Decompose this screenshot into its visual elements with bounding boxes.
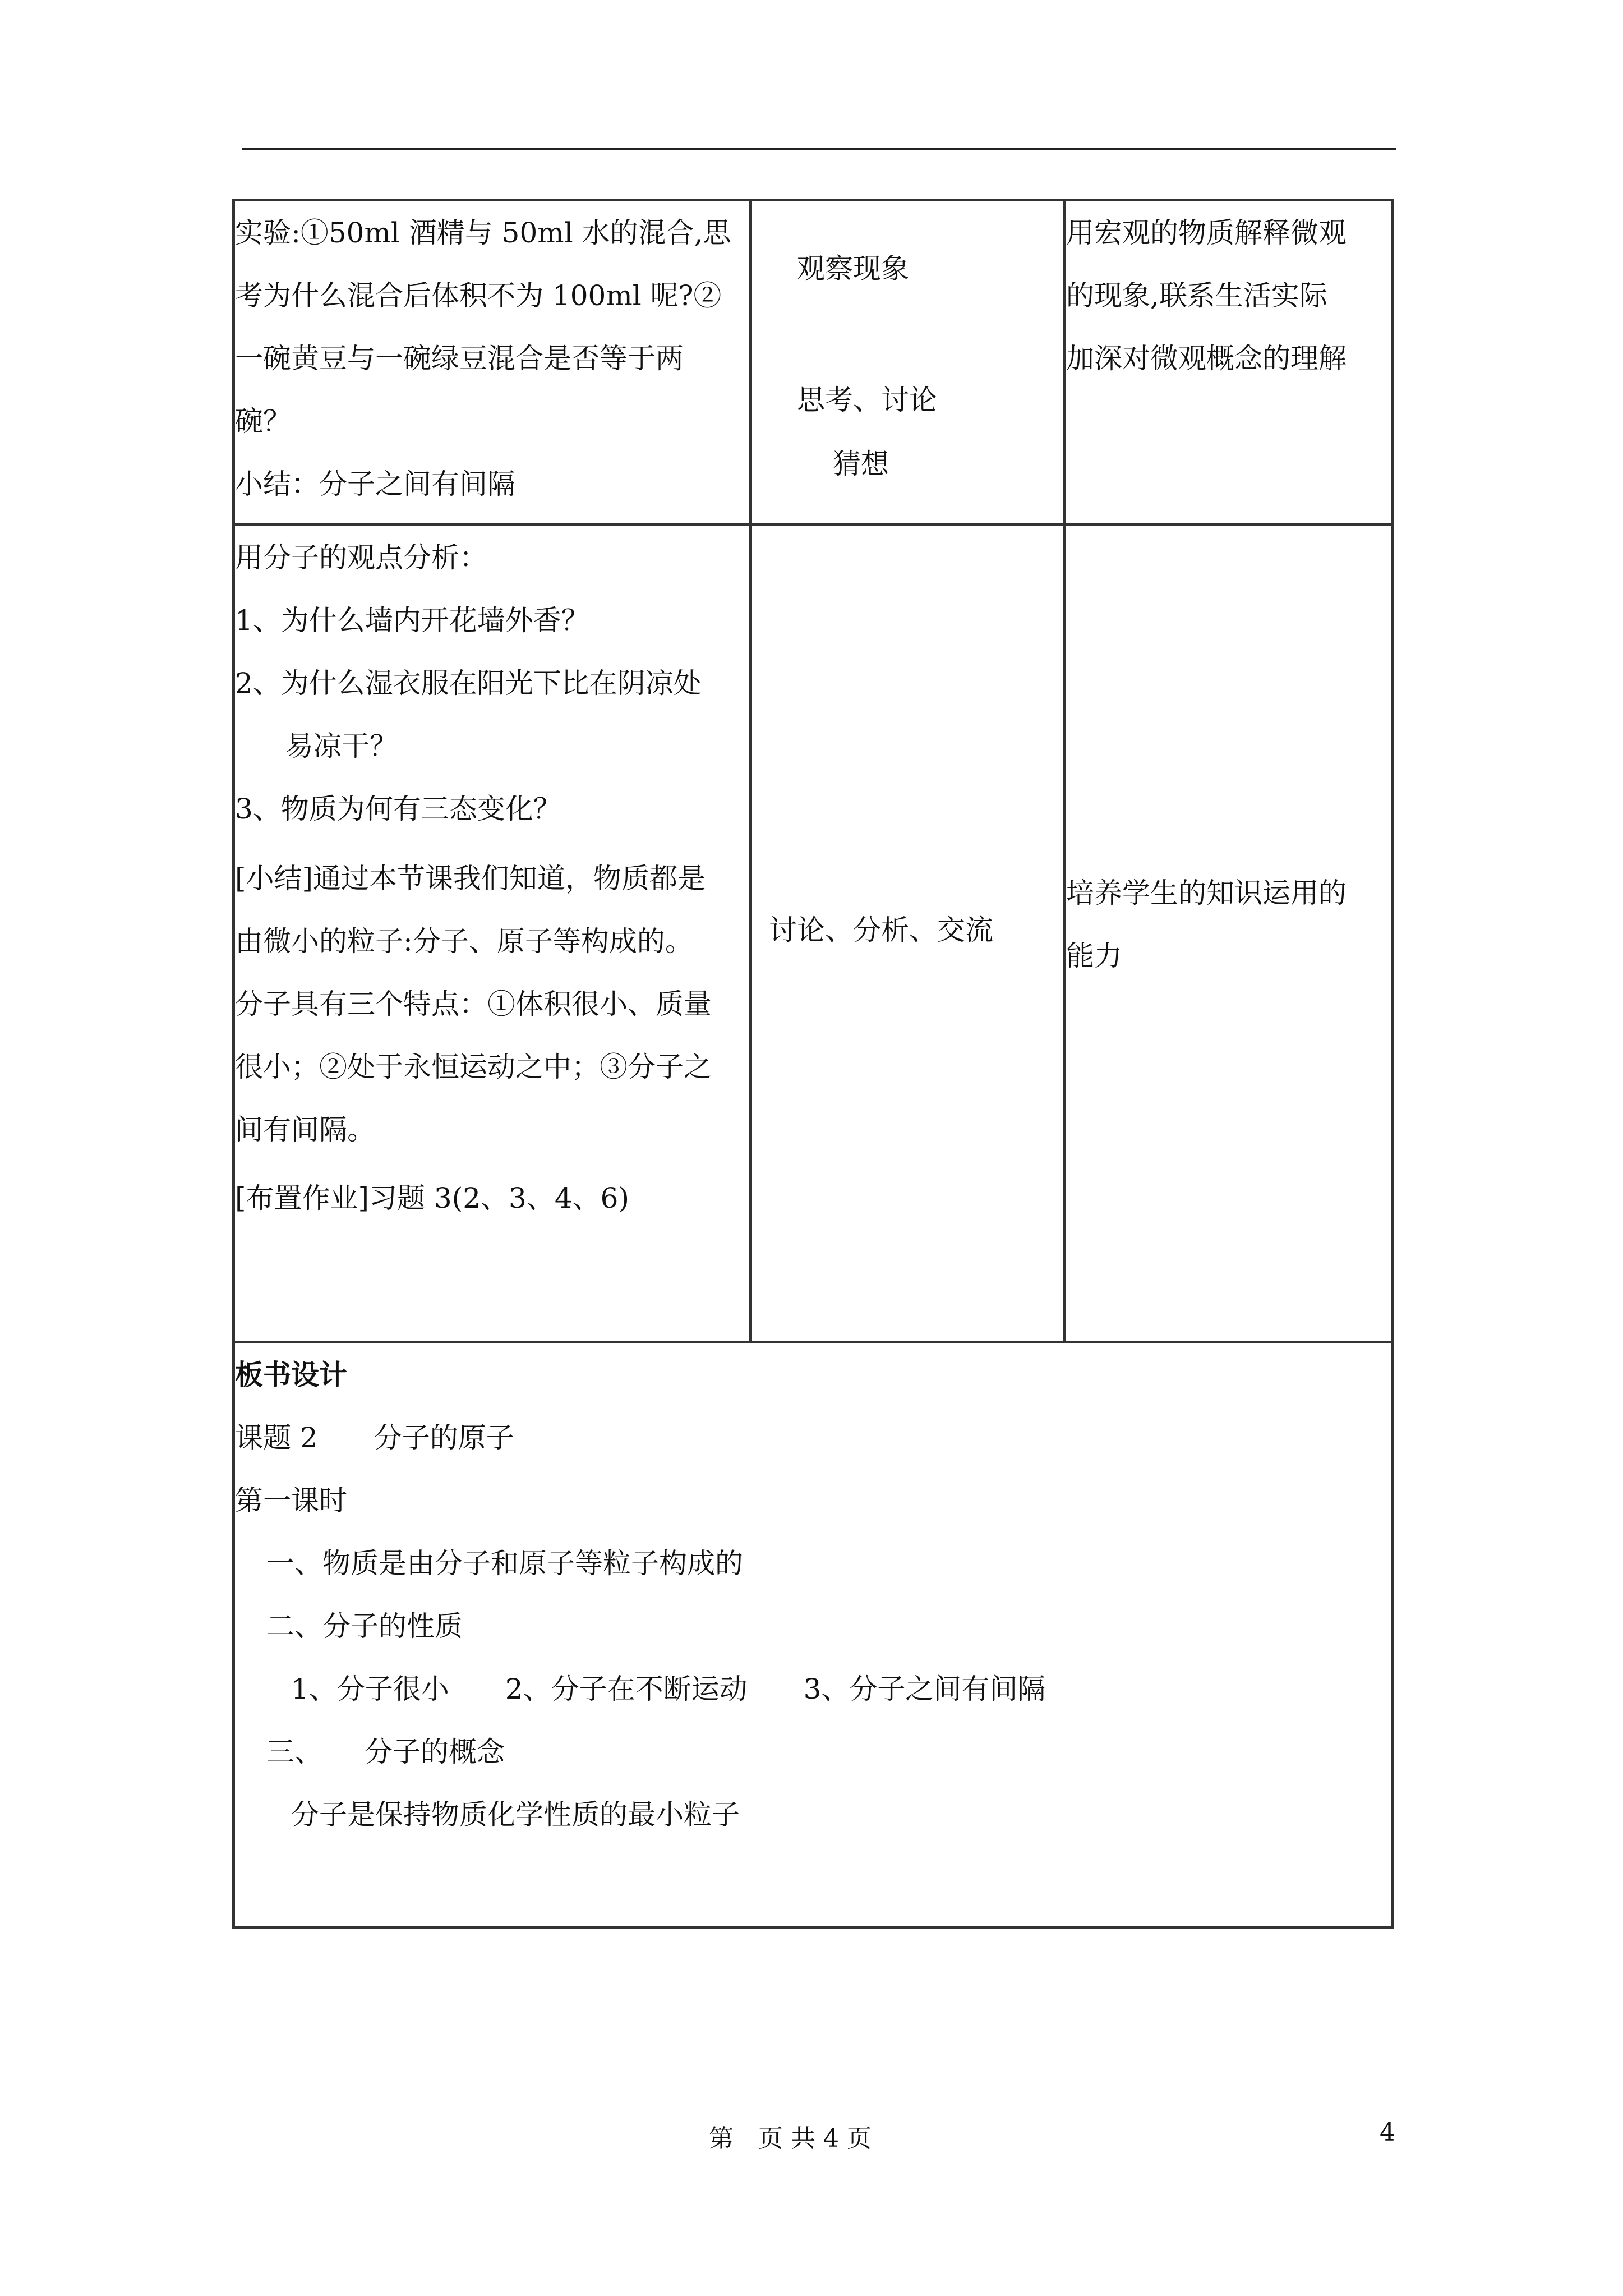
- cell-line: 用宏观的物质解释微观: [1066, 217, 1347, 249]
- cell-line: 能力: [1066, 940, 1122, 972]
- page-number: 4: [1380, 2118, 1395, 2147]
- cell-line: 加深对微观概念的理解: [1066, 342, 1347, 375]
- intent-cell: [1065, 525, 1393, 1342]
- activity-cell: [751, 200, 1065, 525]
- board-line: 课题 2 分子的原子: [235, 1421, 514, 1454]
- content-cell: [234, 525, 751, 1342]
- activity-cell: [751, 525, 1065, 1342]
- cell-line: 考为什么混合后体积不为 100ml 呢?②: [235, 279, 722, 312]
- cell-line: 猜想: [833, 448, 889, 480]
- board-line: 第一课时: [235, 1484, 347, 1517]
- lesson-table: [232, 199, 1394, 1929]
- cell-line: 一碗黄豆与一碗绿豆混合是否等于两: [235, 342, 684, 375]
- cell-line: 易凉干？: [285, 730, 398, 762]
- cell-line: 培养学生的知识运用的: [1066, 877, 1347, 909]
- cell-line: 讨论、分析、交流: [769, 914, 993, 946]
- board-line: 1、分子很小 2、分子在不断运动 3、分子之间有间隔: [291, 1673, 1046, 1705]
- cell-line: [小结]通过本节课我们知道，物质都是: [235, 862, 706, 895]
- cell-line: 2、为什么湿衣服在阳光下比在阴凉处: [235, 667, 702, 700]
- table-row: [234, 1342, 1393, 1927]
- page-footer-text: 第 页 共 4 页: [709, 2124, 872, 2153]
- cell-line: 观察现象: [797, 252, 909, 285]
- board-design-cell: [234, 1342, 1393, 1927]
- cell-line: 1、为什么墙内开花墙外香？: [235, 604, 589, 637]
- intent-cell: [1065, 200, 1393, 525]
- cell-line: 由微小的粒子:分子、原子等构成的。: [235, 925, 693, 958]
- board-line: 二、分子的性质: [266, 1610, 463, 1642]
- cell-line: 3、物质为何有三态变化？: [235, 793, 561, 825]
- header-rule: [242, 148, 1396, 150]
- cell-line: 间有间隔。: [235, 1114, 375, 1146]
- board-heading: 板书设计: [235, 1358, 347, 1391]
- table-row: [234, 525, 1393, 1342]
- board-line: 分子是保持物质化学性质的最小粒子: [291, 1798, 740, 1831]
- cell-line: 碗？: [235, 405, 291, 438]
- cell-line: 用分子的观点分析：: [235, 541, 487, 574]
- cell-line: [布置作业]习题 3(2、3、4、6): [235, 1182, 629, 1214]
- content-cell: [234, 200, 751, 525]
- board-line: 一、物质是由分子和原子等粒子构成的: [266, 1547, 743, 1580]
- cell-line: 思考、讨论: [797, 384, 937, 416]
- cell-line: 很小；②处于永恒运动之中；③分子之: [235, 1051, 712, 1083]
- cell-line: 实验:①50ml 酒精与 50ml 水的混合,思: [235, 217, 731, 249]
- cell-line: 分子具有三个特点：①体积很小、质量: [235, 988, 712, 1020]
- table-row: [234, 200, 1393, 525]
- cell-line: 的现象,联系生活实际: [1066, 279, 1327, 312]
- cell-line: 小结：分子之间有间隔: [235, 468, 515, 500]
- board-line: 三、 分子的概念: [266, 1736, 505, 1768]
